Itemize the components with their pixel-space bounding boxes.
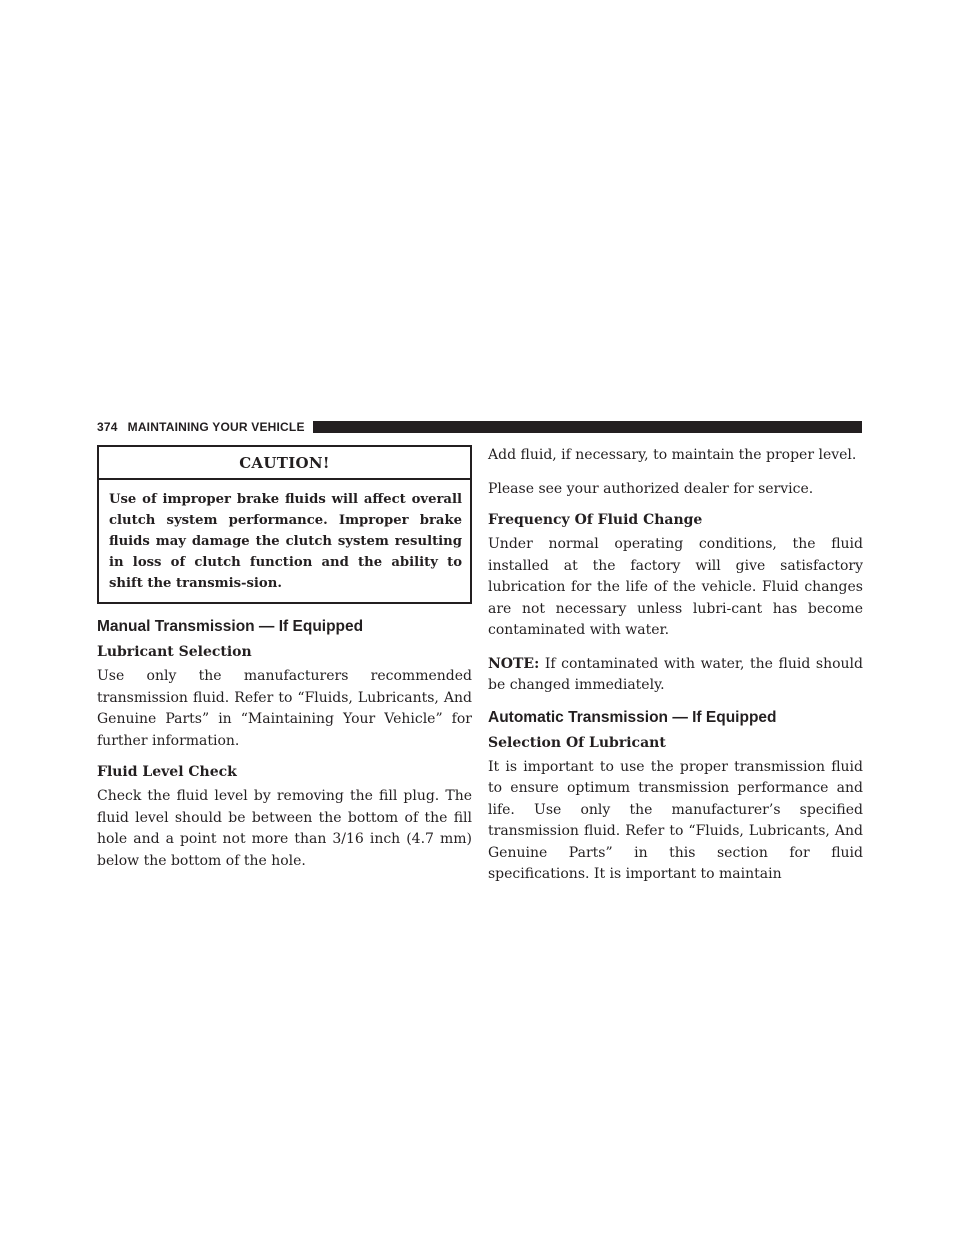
note-text: If contaminated with water, the fluid should be changed immediately. — [488, 655, 863, 693]
frequency-heading: Frequency Of Fluid Change — [488, 512, 703, 528]
header-rule — [313, 421, 862, 433]
fluid-level-check-text: Check the fluid level by removing the fill plug. The fluid level should be between the bottom of the fill hole and a point not more than 3/16 inch (4.7 mm) below the bottom of the hole. — [97, 788, 472, 869]
manual-transmission-heading: Manual Transmission — If Equipped — [97, 618, 364, 635]
frequency-text: Under normal operating conditions, the fluid installed at the factory will give satisfactory lubrication for the life of the vehicle. Fluid changes are not necessary unless lubri-cant has become contaminated with water. — [488, 536, 863, 638]
note-paragraph — [488, 654, 863, 697]
note-label: NOTE: — [488, 655, 540, 672]
selection-of-lubricant-heading: Selection Of Lubricant — [488, 734, 666, 751]
page-number: 374 — [97, 420, 118, 434]
selection-of-lubricant-text: It is important to use the proper transmission fluid to ensure optimum transmission performance and life. Use only the manufacturer’s specified transmission fluid. Refer to “Fluids, Lubricants, And Genuine Parts” in this section for fluid specifications. It is important to maintain — [488, 758, 863, 882]
fluid-level-check-heading: Fluid Level Check — [97, 764, 237, 780]
add-fluid-text: Add fluid, if necessary, to maintain the proper level. — [488, 447, 857, 463]
caution-text: Use of improper brake fluids will affect overall clutch system performance. Improper brake fluids may damage the clutch system resulting in loss of clutch function and the ability to shift the transmis-sion. — [109, 492, 462, 591]
caution-title: CAUTION! — [99, 447, 470, 480]
right-column — [488, 445, 863, 898]
section-title: MAINTAINING YOUR VEHICLE — [127, 420, 305, 434]
page-header — [97, 419, 862, 435]
caution-box — [97, 445, 472, 604]
automatic-transmission-heading: Automatic Transmission — If Equipped — [488, 708, 777, 726]
left-column — [97, 445, 472, 884]
dealer-service-text: Please see your authorized dealer for service. — [488, 480, 814, 497]
lubricant-selection-text: Use only the manufacturers recommended transmission fluid. Refer to “Fluids, Lubricants, And Genuine Parts” in “Maintaining Your Vehicle” for further information. — [97, 668, 472, 749]
lubricant-selection-heading: Lubricant Selection — [97, 644, 252, 660]
